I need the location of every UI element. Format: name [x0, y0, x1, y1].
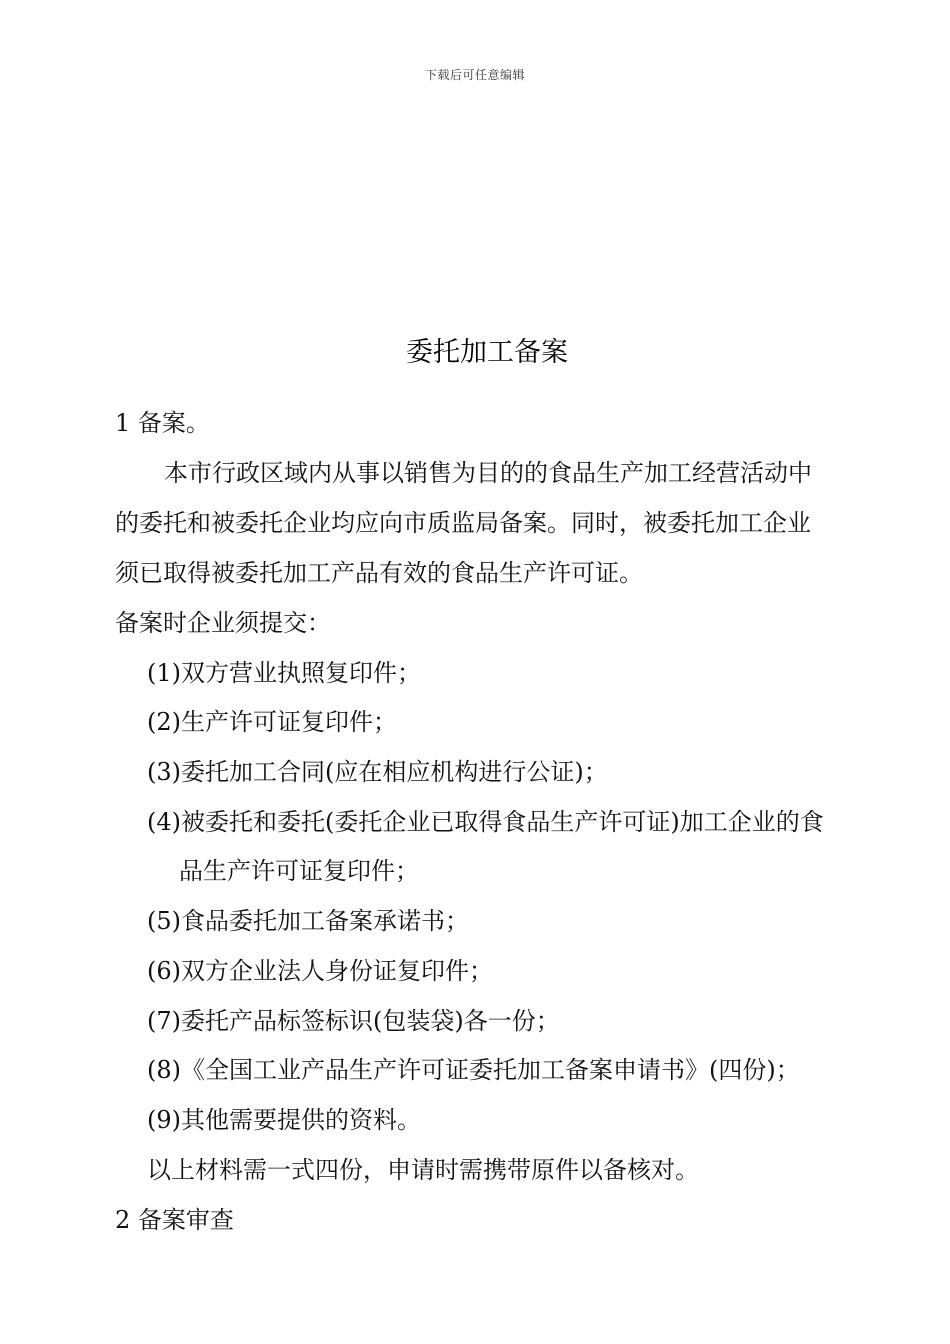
closing-note: 以上材料需一式四份，申请时需携带原件以备核对。	[147, 1156, 699, 1184]
document-title: 委托加工备案	[406, 337, 568, 368]
section-1-heading: 1 备案。	[115, 409, 210, 437]
list-item: (7)委托产品标签标识(包装袋)各一份；	[147, 1007, 560, 1035]
list-item: (6)双方企业法人身份证复印件；	[147, 957, 493, 985]
page-header-note: 下载后可任意编辑	[424, 68, 525, 82]
list-item: (9)其他需要提供的资料。	[147, 1106, 421, 1134]
list-item-continuation: 品生产许可证复印件；	[179, 857, 419, 885]
paragraph-1-line-3: 须已取得被委托加工产品有效的食品生产许可证。	[115, 559, 643, 587]
list-item: (8)《全国工业产品生产许可证委托加工备案申请书》(四份)；	[147, 1056, 800, 1084]
list-item: (4)被委托和委托(委托企业已取得食品生产许可证)加工企业的食	[147, 808, 824, 836]
list-item: (3)委托加工合同(应在相应机构进行公证)；	[147, 758, 608, 786]
list-item: (1)双方营业执照复印件；	[147, 659, 421, 687]
submission-intro: 备案时企业须提交：	[115, 609, 331, 637]
section-2-heading: 2 备案审查	[115, 1206, 234, 1234]
list-item: (5)食品委托加工备案承诺书；	[147, 907, 469, 935]
paragraph-1-line-1: 本市行政区域内从事以销售为目的的食品生产加工经营活动中	[164, 459, 812, 487]
paragraph-1-line-2: 的委托和被委托企业均应向市质监局备案。同时，被委托加工企业	[115, 509, 811, 537]
list-item: (2)生产许可证复印件；	[147, 708, 397, 736]
